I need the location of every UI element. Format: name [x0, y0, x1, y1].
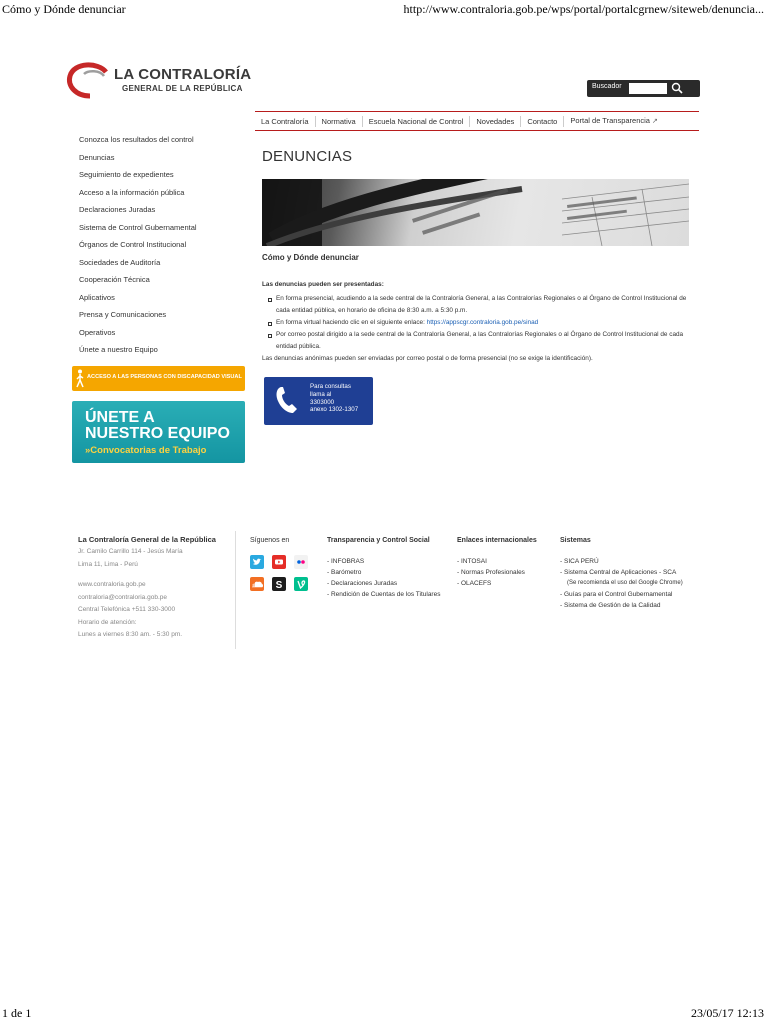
- nav-contacto[interactable]: Contacto: [521, 116, 564, 127]
- anonymous-note: Las denuncias anónimas pueden ser enviadas por correo postal o de forma presencial (no se exige la identificación).: [262, 355, 593, 362]
- footer-link-normas[interactable]: - Normas Profesionales: [457, 567, 537, 578]
- footer-link-intosai[interactable]: - INTOSAI: [457, 556, 537, 567]
- bullet-text: Por correo postal dirigido a la sede central de la Contraloría General, a las Contralorías Regionales o al Órgano de Control Institucional de cada entidad pública.: [276, 331, 684, 350]
- call-banner[interactable]: [264, 377, 373, 425]
- youtube-icon[interactable]: [272, 555, 286, 569]
- footer-social: [250, 537, 290, 591]
- call-line3: 3303000: [310, 398, 335, 406]
- footer-enlaces: [457, 537, 537, 589]
- top-nav: [255, 111, 699, 131]
- enlaces-title: Enlaces internacionales: [457, 537, 537, 544]
- logo-line1: LA CONTRALORÍA: [114, 66, 252, 83]
- sidebar-item-organos-control[interactable]: Órganos de Control Institucional: [79, 240, 187, 249]
- call-banner-text: [310, 383, 358, 414]
- join-banner-line1: ÚNETE A: [85, 409, 155, 426]
- site-footer: [72, 531, 702, 651]
- svg-text:S: S: [275, 580, 283, 591]
- external-link-icon: ↗: [651, 118, 658, 125]
- call-line1: Para consultas: [310, 383, 351, 390]
- print-header: [0, 0, 768, 18]
- content-lead: Las denuncias pueden ser presentadas:: [262, 281, 384, 288]
- sidebar-item-aplicativos[interactable]: Aplicativos: [79, 292, 115, 302]
- bullet-icon: [268, 322, 272, 326]
- hero-image: [262, 179, 689, 246]
- footer-org-info: [72, 531, 236, 649]
- sidebar-item-cooperacion[interactable]: Cooperación Técnica: [79, 275, 150, 284]
- footer-org-name: La Contraloría General de la República: [78, 535, 216, 544]
- footer-web[interactable]: www.contraloria.gob.pe: [78, 581, 146, 588]
- hero-document-graphic: [262, 179, 689, 246]
- footer-link-guias[interactable]: - Guías para el Control Gubernamental: [560, 589, 683, 600]
- twitter-icon[interactable]: [250, 555, 264, 569]
- footer-address2: Lima 11, Lima - Perú: [78, 560, 138, 568]
- footer-address1: Jr. Camilo Carrillo 114 - Jesús María: [78, 548, 183, 555]
- person-walking-icon: [75, 369, 85, 388]
- search-icon[interactable]: [670, 81, 684, 95]
- join-team-banner[interactable]: [72, 401, 245, 463]
- contraloria-logo-icon: [66, 62, 110, 100]
- nav-la-contraloria[interactable]: La Contraloría: [255, 116, 316, 127]
- bullet-text: En forma presencial, acudiendo a la sede central de la Contraloría General, a las Contralorías Regionales o al Órgano de Control Institucional de cada entidad pública, en horario de oficina de 8:30 a.m. a 5:30 p.m.: [276, 295, 687, 314]
- accessibility-banner-text: ACCESO A LAS PERSONAS CON DISCAPACIDAD VISUAL: [87, 374, 242, 380]
- sidebar-item-sociedades[interactable]: Sociedades de Auditoría: [79, 257, 161, 267]
- print-page-title: Cómo y Dónde denunciar: [2, 2, 126, 16]
- search-input[interactable]: [629, 83, 667, 94]
- footer-hours-label: Horario de atención:: [78, 618, 137, 626]
- logo-line2: GENERAL DE LA REPÚBLICA: [122, 84, 243, 93]
- list-item: [262, 329, 692, 353]
- bullet-icon: [268, 334, 272, 338]
- nav-escuela-nacional[interactable]: Escuela Nacional de Control: [363, 116, 471, 127]
- footer-phone: Central Telefónica +511 330-3000: [78, 606, 176, 613]
- sidebar-item-unete[interactable]: Únete a nuestro Equipo: [79, 345, 158, 354]
- contraloria-logo[interactable]: [66, 62, 252, 102]
- search-box: [587, 80, 700, 97]
- footer-link-infobras[interactable]: - INFOBRAS: [327, 556, 440, 567]
- list-item: [262, 293, 692, 317]
- join-banner-line3: »Convocatorias de Trabajo: [85, 445, 207, 456]
- social-label: Síguenos en: [250, 537, 290, 544]
- call-line4: anexo 1302-1307: [310, 406, 359, 414]
- nav-normativa[interactable]: Normativa: [316, 116, 363, 127]
- nav-portal-transparencia[interactable]: [564, 115, 664, 127]
- bullet-list: [262, 293, 692, 353]
- sidebar-item-denuncias[interactable]: Denuncias: [79, 152, 115, 162]
- footer-link-declaraciones[interactable]: - Declaraciones Juradas: [327, 578, 440, 589]
- print-url: http://www.contraloria.gob.pe/wps/portal/portalcgrnew/siteweb/denuncia...: [403, 2, 764, 16]
- soundcloud-icon[interactable]: [250, 577, 264, 591]
- sidebar-item-seguimiento[interactable]: Seguimiento de expedientes: [79, 170, 174, 179]
- footer-link-sca[interactable]: - Sistema Central de Aplicaciones - SCA: [560, 567, 683, 578]
- page-title: DENUNCIAS: [262, 148, 353, 165]
- bullet-text: En forma virtual haciendo clic en el siguiente enlace:: [276, 319, 425, 326]
- sidebar-item-declaraciones[interactable]: Declaraciones Juradas: [79, 205, 156, 214]
- print-page-number: 1 de 1: [2, 1006, 32, 1020]
- transparencia-title: Transparencia y Control Social: [327, 537, 430, 544]
- footer-chrome-note: (Se recomienda el uso del Google Chrome): [567, 580, 683, 586]
- sinad-link[interactable]: https://appscgr.contraloria.gob.pe/sinad: [426, 319, 539, 326]
- bullet-icon: [268, 298, 272, 302]
- footer-hours: Lunes a viernes 8:30 am. - 5:30 pm.: [78, 631, 183, 638]
- footer-link-rendicion[interactable]: - Rendición de Cuentas de los Titulares: [327, 589, 440, 600]
- footer-link-barometro[interactable]: - Barómetro: [327, 567, 440, 578]
- slideshare-icon[interactable]: [272, 577, 286, 591]
- vine-icon[interactable]: [294, 577, 308, 591]
- sidebar-item-acceso-informacion[interactable]: Acceso a la información pública: [79, 187, 185, 197]
- sistemas-title: Sistemas: [560, 537, 591, 544]
- sidebar-menu: [72, 131, 246, 359]
- accessibility-banner[interactable]: [72, 366, 245, 391]
- list-item: [262, 317, 692, 329]
- flickr-icon[interactable]: [294, 555, 308, 569]
- sidebar-item-sistema-control[interactable]: Sistema de Control Gubernamental: [79, 222, 197, 232]
- footer-link-olacefs[interactable]: - OLACEFS: [457, 578, 537, 589]
- print-datetime: 23/05/17 12:13: [690, 1006, 764, 1020]
- footer-sistemas: [560, 537, 683, 611]
- content-subtitle: Cómo y Dónde denunciar: [262, 253, 359, 262]
- search-label: Buscador: [592, 83, 622, 90]
- footer-link-calidad[interactable]: - Sistema de Gestión de la Calidad: [560, 600, 683, 611]
- sidebar-item-prensa[interactable]: Prensa y Comunicaciones: [79, 310, 167, 319]
- footer-email[interactable]: contraloria@contraloria.gob.pe: [78, 593, 167, 601]
- footer-link-sica[interactable]: - SICA PERÚ: [560, 556, 683, 567]
- content-body: [262, 279, 692, 365]
- nav-novedades[interactable]: Novedades: [470, 116, 521, 127]
- phone-icon: [273, 384, 301, 416]
- nav-portal-transparencia-label: Portal de Transparencia: [570, 116, 650, 125]
- join-banner-line2: NUESTRO EQUIPO: [85, 425, 230, 442]
- sidebar-item-resultados[interactable]: Conozca los resultados del control: [79, 135, 194, 144]
- print-footer: [0, 1006, 768, 1024]
- sidebar-item-operativos[interactable]: Operativos: [79, 327, 116, 337]
- call-line2: llama al: [310, 390, 332, 398]
- footer-transparencia: [327, 537, 440, 600]
